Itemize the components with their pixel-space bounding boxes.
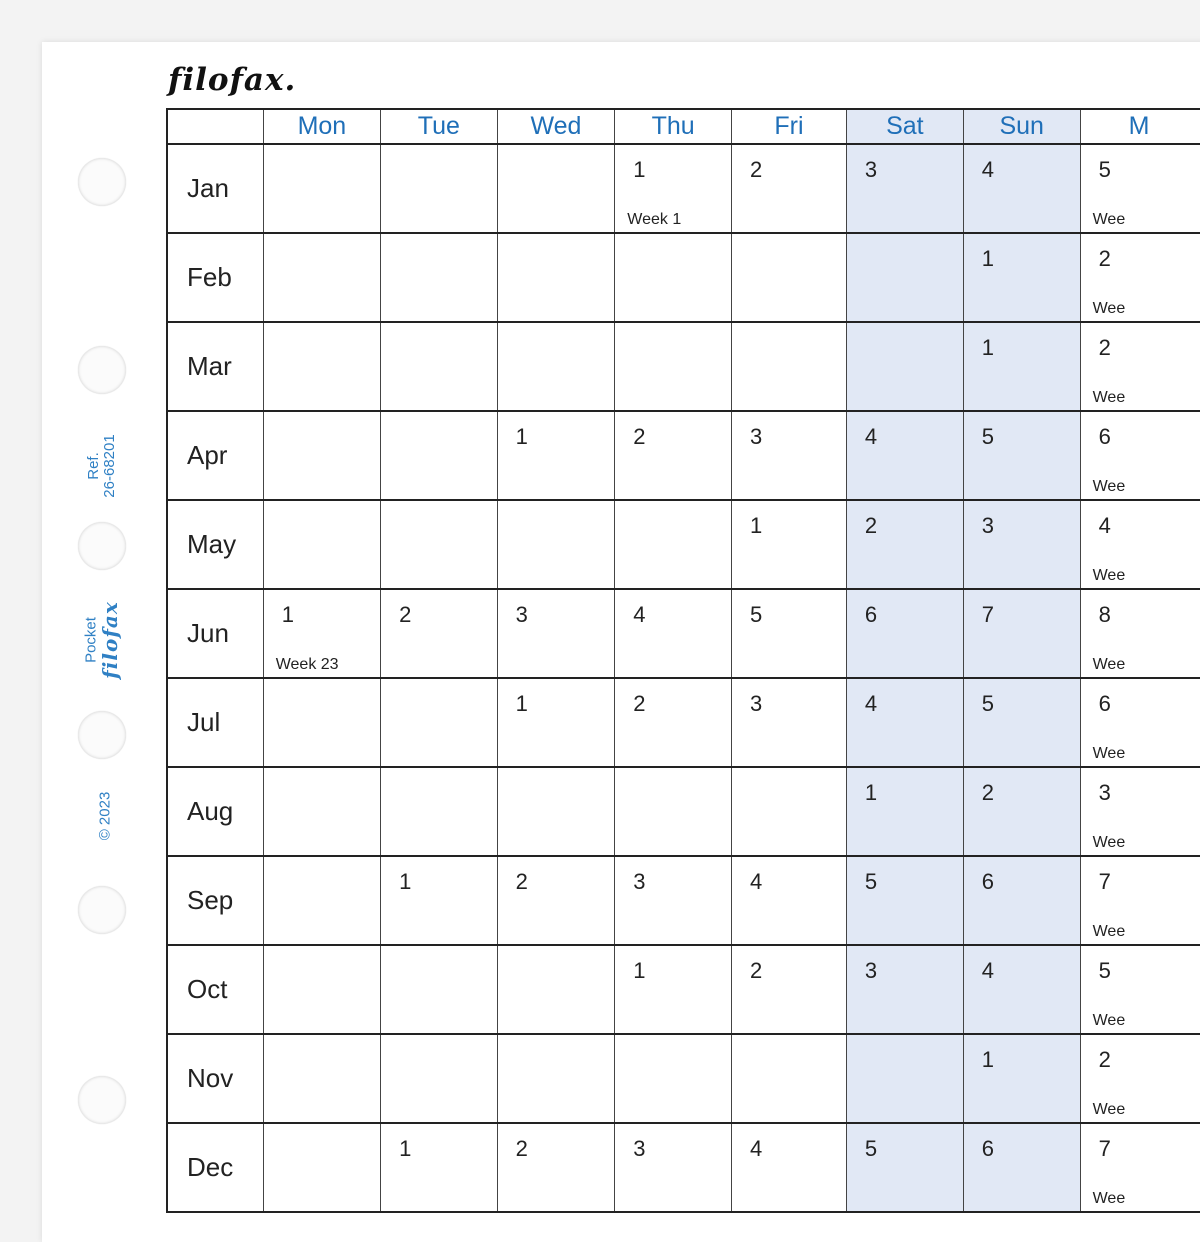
day-cell <box>263 767 380 856</box>
side-brand-logo: filofax <box>98 601 122 679</box>
day-cell <box>731 678 846 767</box>
date-number: 1 <box>981 1047 995 1072</box>
day-cell <box>731 767 846 856</box>
copyright-label: © 2023 <box>96 791 114 841</box>
date-number: 2 <box>1098 1047 1111 1072</box>
day-cell <box>963 1123 1080 1212</box>
day-cell <box>497 500 615 589</box>
weekday-header-row <box>167 109 1200 144</box>
day-cell <box>731 411 846 500</box>
day-cell <box>963 767 1080 856</box>
day-cell <box>263 678 380 767</box>
date-number: 3 <box>633 869 646 894</box>
day-cell <box>381 144 498 233</box>
day-header: M <box>1080 109 1200 144</box>
day-cell <box>497 678 615 767</box>
date-number: 1 <box>633 157 646 182</box>
date-number: 1 <box>515 424 528 449</box>
month-row <box>167 767 1200 856</box>
date-number: 1 <box>981 246 995 271</box>
day-cell <box>381 767 498 856</box>
month-label: Apr <box>167 411 263 500</box>
day-cell <box>731 1123 846 1212</box>
day-cell <box>1080 144 1200 233</box>
month-label: Dec <box>167 1123 263 1212</box>
day-cell <box>381 500 498 589</box>
date-number: 3 <box>864 157 878 182</box>
date-number: 6 <box>981 869 995 894</box>
day-cell <box>731 144 846 233</box>
month-row <box>167 411 1200 500</box>
month-row <box>167 322 1200 411</box>
date-number: 2 <box>515 869 528 894</box>
date-number: 6 <box>1098 424 1111 449</box>
day-cell <box>846 678 963 767</box>
date-number: 1 <box>399 1136 412 1161</box>
day-cell <box>963 856 1080 945</box>
day-cell <box>963 233 1080 322</box>
month-label: Jul <box>167 678 263 767</box>
date-number: 2 <box>399 602 412 627</box>
day-header: Wed <box>497 109 615 144</box>
day-cell <box>846 500 963 589</box>
date-number: 1 <box>864 780 878 805</box>
day-cell <box>615 945 732 1034</box>
day-cell <box>846 144 963 233</box>
day-cell <box>963 678 1080 767</box>
pocket-label: Pocket <box>82 617 100 663</box>
day-cell <box>263 322 380 411</box>
day-cell <box>731 1034 846 1123</box>
punch-hole <box>78 711 126 759</box>
week-number: Week 23 <box>275 656 339 673</box>
day-cell <box>497 144 615 233</box>
date-number: 6 <box>981 1136 995 1161</box>
date-number: 4 <box>633 602 646 627</box>
week-number: Wee <box>1092 1101 1126 1118</box>
date-number: 7 <box>981 602 995 627</box>
date-number: 3 <box>515 602 528 627</box>
day-cell <box>263 144 380 233</box>
day-cell <box>263 945 380 1034</box>
date-number: 7 <box>1098 869 1111 894</box>
day-header: Tue <box>381 109 498 144</box>
day-cell <box>846 589 963 678</box>
day-cell <box>963 589 1080 678</box>
day-cell <box>497 767 615 856</box>
date-number: 3 <box>864 958 878 983</box>
day-cell <box>381 856 498 945</box>
punch-hole <box>78 158 126 206</box>
punch-hole <box>78 1076 126 1124</box>
date-number: 4 <box>981 157 995 182</box>
day-cell <box>497 233 615 322</box>
punch-hole <box>78 346 126 394</box>
day-cell <box>731 945 846 1034</box>
date-number: 6 <box>1098 691 1111 716</box>
day-cell <box>263 500 380 589</box>
day-cell <box>1080 322 1200 411</box>
date-number: 1 <box>515 691 528 716</box>
month-header-cell <box>167 109 263 144</box>
day-cell <box>846 856 963 945</box>
day-cell <box>615 500 732 589</box>
date-number: 5 <box>981 691 995 716</box>
day-cell <box>381 589 498 678</box>
day-cell <box>615 1123 732 1212</box>
date-number: 7 <box>1098 1136 1111 1161</box>
day-header: Sun <box>963 109 1080 144</box>
date-number: 1 <box>749 513 763 538</box>
day-cell <box>263 233 380 322</box>
day-cell <box>381 322 498 411</box>
day-cell <box>846 1123 963 1212</box>
date-number: 2 <box>749 958 763 983</box>
month-label: Feb <box>167 233 263 322</box>
day-cell <box>263 1034 380 1123</box>
day-cell <box>381 1123 498 1212</box>
day-cell <box>963 411 1080 500</box>
date-number: 3 <box>981 513 995 538</box>
date-number: 5 <box>981 424 995 449</box>
day-cell <box>963 322 1080 411</box>
date-number: 5 <box>1098 157 1111 182</box>
month-row <box>167 678 1200 767</box>
date-number: 2 <box>633 691 646 716</box>
day-cell <box>1080 945 1200 1034</box>
day-cell <box>497 856 615 945</box>
day-cell <box>846 767 963 856</box>
day-header: Sat <box>846 109 963 144</box>
week-number: Wee <box>1092 923 1126 940</box>
day-cell <box>497 589 615 678</box>
date-number: 2 <box>1098 246 1111 271</box>
date-number: 5 <box>1098 958 1111 983</box>
month-row <box>167 1034 1200 1123</box>
day-cell <box>1080 1123 1200 1212</box>
day-header: Fri <box>731 109 846 144</box>
day-cell <box>1080 411 1200 500</box>
month-row <box>167 500 1200 589</box>
day-cell <box>731 589 846 678</box>
day-cell <box>731 500 846 589</box>
week-number: Wee <box>1092 834 1126 851</box>
day-cell <box>1080 1034 1200 1123</box>
date-number: 3 <box>749 691 763 716</box>
punch-hole <box>78 522 126 570</box>
date-number: 6 <box>864 602 878 627</box>
month-row <box>167 589 1200 678</box>
date-number: 5 <box>864 1136 878 1161</box>
day-cell <box>731 233 846 322</box>
punch-hole <box>78 886 126 934</box>
week-number: Wee <box>1092 567 1126 584</box>
month-row <box>167 856 1200 945</box>
day-cell <box>497 1123 615 1212</box>
day-cell <box>731 856 846 945</box>
week-number: Wee <box>1092 656 1126 673</box>
ref-label: Ref. <box>85 452 102 480</box>
day-cell <box>615 233 732 322</box>
month-label: Jun <box>167 589 263 678</box>
date-number: 4 <box>749 1136 763 1161</box>
day-cell <box>1080 856 1200 945</box>
month-label: May <box>167 500 263 589</box>
month-label: Mar <box>167 322 263 411</box>
month-label: Sep <box>167 856 263 945</box>
day-cell <box>615 411 732 500</box>
day-cell <box>615 678 732 767</box>
day-cell <box>846 411 963 500</box>
week-number: Wee <box>1092 389 1126 406</box>
week-number: Wee <box>1092 745 1126 762</box>
day-cell <box>381 678 498 767</box>
date-number: 3 <box>633 1136 646 1161</box>
date-number: 4 <box>864 424 878 449</box>
date-number: 4 <box>864 691 878 716</box>
date-number: 2 <box>515 1136 528 1161</box>
month-row <box>167 945 1200 1034</box>
date-number: 2 <box>981 780 995 805</box>
day-cell <box>615 767 732 856</box>
day-cell <box>263 1123 380 1212</box>
month-row <box>167 233 1200 322</box>
date-number: 1 <box>981 335 995 360</box>
day-cell <box>963 144 1080 233</box>
brand-logo: filofax. <box>168 62 297 98</box>
week-number: Week 1 <box>627 211 682 228</box>
day-cell <box>963 500 1080 589</box>
date-number: 2 <box>749 157 763 182</box>
week-number: Wee <box>1092 478 1126 495</box>
day-cell <box>497 411 615 500</box>
day-cell <box>615 856 732 945</box>
day-cell <box>1080 678 1200 767</box>
date-number: 8 <box>1098 602 1111 627</box>
day-cell <box>497 1034 615 1123</box>
day-cell <box>497 322 615 411</box>
month-row <box>167 144 1200 233</box>
day-header: Mon <box>263 109 380 144</box>
year-planner-grid <box>166 108 1200 1213</box>
day-cell <box>731 322 846 411</box>
day-cell <box>615 589 732 678</box>
day-cell <box>263 856 380 945</box>
week-number: Wee <box>1092 211 1126 228</box>
day-cell <box>263 411 380 500</box>
day-cell <box>1080 500 1200 589</box>
day-cell <box>1080 233 1200 322</box>
month-label: Aug <box>167 767 263 856</box>
month-label: Oct <box>167 945 263 1034</box>
date-number: 4 <box>981 958 995 983</box>
ref-number: 26-68201 <box>101 434 118 498</box>
month-label: Jan <box>167 144 263 233</box>
date-number: 1 <box>399 869 412 894</box>
day-cell <box>963 945 1080 1034</box>
date-number: 4 <box>1098 513 1111 538</box>
date-number: 2 <box>864 513 878 538</box>
week-number: Wee <box>1092 1190 1126 1207</box>
week-number: Wee <box>1092 300 1126 317</box>
month-label: Nov <box>167 1034 263 1123</box>
day-cell <box>1080 767 1200 856</box>
date-number: 4 <box>749 869 763 894</box>
day-cell <box>263 589 380 678</box>
day-cell <box>846 233 963 322</box>
date-number: 1 <box>281 602 294 627</box>
day-cell <box>381 1034 498 1123</box>
day-cell <box>381 411 498 500</box>
date-number: 5 <box>749 602 763 627</box>
day-cell <box>846 1034 963 1123</box>
day-cell <box>615 144 732 233</box>
date-number: 2 <box>633 424 646 449</box>
date-number: 3 <box>749 424 763 449</box>
day-cell <box>1080 589 1200 678</box>
day-header: Thu <box>615 109 732 144</box>
reference-label <box>86 434 118 497</box>
day-cell <box>381 233 498 322</box>
day-cell <box>615 322 732 411</box>
day-cell <box>846 322 963 411</box>
day-cell <box>497 945 615 1034</box>
day-cell <box>846 945 963 1034</box>
week-number: Wee <box>1092 1012 1126 1029</box>
date-number: 1 <box>633 958 646 983</box>
day-cell <box>615 1034 732 1123</box>
date-number: 3 <box>1098 780 1111 805</box>
day-cell <box>963 1034 1080 1123</box>
day-cell <box>381 945 498 1034</box>
date-number: 5 <box>864 869 878 894</box>
date-number: 2 <box>1098 335 1111 360</box>
month-row <box>167 1123 1200 1212</box>
